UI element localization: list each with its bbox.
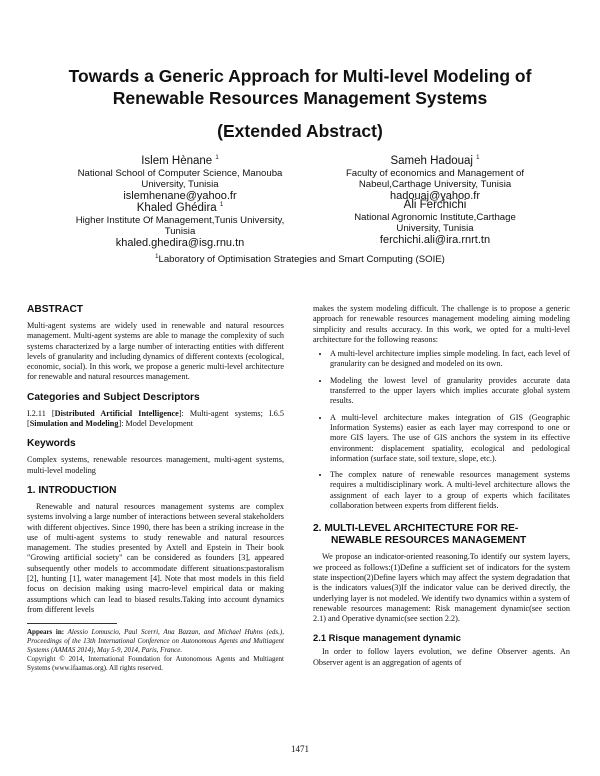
right-column xyxy=(313,304,570,671)
section-2-heading: 2. MULTI-LEVEL ARCHITECTURE FOR RE- NEWABLE RESOURCES MANAGEMENT xyxy=(313,523,527,547)
list-item: • The complex nature of renewable resources management systems requires a multidisciplinary work. A multi-level architecture allows the assignment of each layer to a group of experts which facilitates collaboration between experts from different fields. xyxy=(330,470,570,511)
author-block xyxy=(345,199,525,247)
list-item: • A multi-level architecture makes integration of GIS (Geographic Information Systems) easier as each layer may correspond to one or more GIS layers. The use of GIS anchors the system in its effective environment: displacement spatiality, ecological and pedological information (surface state, soil texture, slope, etc.). xyxy=(330,413,570,464)
author-block xyxy=(60,199,300,250)
author-block xyxy=(70,152,290,203)
author-name: Ali Ferchichi xyxy=(403,199,467,211)
categories-text: I.2.11 [Distributed Artificial Intelligence]: Multi-agent systems; I.6.5 [Simulation and Modeling]: Model Development xyxy=(27,408,285,429)
paper-title-line-2: Renewable Resources Management Systems xyxy=(112,88,488,108)
lab-affiliation-mark: 1 xyxy=(155,254,159,260)
introduction-text: Renewable and natural resources management systems are complex systems involving a large number of interactions between several stakeholders with different objectives. Since 1990, there has been a striking increase in the use of multi-agent systems to study renewable and natural resources management. The studies presented by Axtell and Epstein in Their book "Growing artificial society" can be considered as founders [3], appeared subsequently other models to accommodate different situations:pastoralism [2], hunting [1], water management [4]. Note that most models in this field focus on decision making using macro-level empirical data or making assumptions which can lead to biased results.Taking into account dynamics from different levels xyxy=(27,501,284,614)
reasons-list xyxy=(313,349,570,511)
intro-continuation-text: makes the system modeling difficult. The challenge is to propose a generic approach for renewable resources management modeling aiming modeling simplicity and results accuracy. In this work, we opted for a multi-level architecture for the following reasons: xyxy=(313,304,570,344)
author-email: islemhenane@yahoo.fr xyxy=(123,189,237,202)
lab-affiliation xyxy=(100,252,500,265)
author-name: Sameh Hadouaj xyxy=(390,154,473,167)
list-item: • Modeling the lowest level of granularity provides accurate data transferred to the upper layers which implies accurate global system results. xyxy=(330,376,570,407)
copyright-notice: Copyright © 2014, International Foundation for Autonomous Agents and Multiagent Systems (www.ifaamas.org). All rights reserved. xyxy=(27,655,284,673)
introduction-heading: 1. INTRODUCTION xyxy=(27,484,117,496)
author-name: Khaled Ghédira xyxy=(136,201,217,214)
page-number: 1471 xyxy=(291,744,309,754)
abstract-text: Multi-agent systems are widely used in renewable and natural resources management. Multi-agent systems are able to manage the complexity of such systems characterized by a large number of interacting entities with different levels of granularity and including dynamics of different contexts (ecological, economic, social). In this work, we propose a generic multi-level architecture for renewable and natural resources management. xyxy=(27,321,284,382)
author-email: khaled.ghedira@isg.rnu.tn xyxy=(115,236,245,249)
keywords-text: Complex systems, renewable resources management, multi-agent systems, multi-level modeling xyxy=(27,455,284,475)
section-2-1-text: In order to follow layers evolution, we define Observer agents. An Observer agent is an aggregation of agents of xyxy=(313,647,570,667)
paper-subtitle: (Extended Abstract) xyxy=(217,121,383,141)
author-affiliation: Faculty of economics and Management of Nabeul,Carthage University, Tunisia xyxy=(345,167,525,190)
list-item: • A multi-level architecture implies simple modeling. In fact, each level of granularity can be designed and modeled on its own. xyxy=(330,349,570,370)
keywords-heading: Keywords xyxy=(27,438,76,450)
appears-in-footnote: Appears in: Alessio Lomuscio, Paul Scerri, Ana Bazzan, and Michael Huhns (eds.), Proceedings of the 13th International Conference on Autonomous Agents and Multiagent Systems (AAMAS 2014), May 5-9, 2014, Paris, France. Copyright © 2014, International Foundation for Autonomous Agents and Multiagent Systems (www.ifaamas.org). All rights reserved. xyxy=(27,623,284,673)
author-affiliation: Higher Institute Of Management,Tunis University, Tunisia xyxy=(75,214,285,237)
author-affiliation-mark: 1 xyxy=(219,202,224,208)
author-affiliation-mark: 1 xyxy=(215,155,219,161)
section-2-1-heading: 2.1 Risque management dynamic xyxy=(313,632,461,644)
left-column xyxy=(27,304,284,673)
abstract-heading: ABSTRACT xyxy=(27,304,84,315)
author-affiliation: National Agronomic Institute,Carthage University, Tunisia xyxy=(354,212,516,234)
paper-title-line-1: Towards a Generic Approach for Multi-level Modeling of xyxy=(68,66,532,86)
categories-heading: Categories and Subject Descriptors xyxy=(27,391,200,403)
author-name: Islem Hènane xyxy=(141,154,213,167)
author-affiliation: National School of Computer Science, Manouba University, Tunisia xyxy=(77,167,283,190)
lab-affiliation-text: Laboratory of Optimisation Strategies and Smart Computing (SOIE) xyxy=(158,254,445,266)
author-block xyxy=(330,152,540,203)
author-email: hadouaj@yahoo.fr xyxy=(389,189,481,202)
author-email: ferchichi.ali@ira.rnrt.tn xyxy=(379,234,491,246)
section-2-text: We propose an indicator-oriented reasoning.To identify our system layers, we proceed as follows:(1)Define a sufficient set of indicators for the system state inspection(2)Define layers which may affect the system degradation that is the indicators values(3)If the indicator value can be derived directly, the underlying layer is not modeled. We identify two dynamics within a system of renewable resources management: Risk management dynamic(see section 2.1) and Operative dynamic(see section 2.2). xyxy=(313,552,570,624)
author-affiliation-mark: 1 xyxy=(476,155,480,161)
